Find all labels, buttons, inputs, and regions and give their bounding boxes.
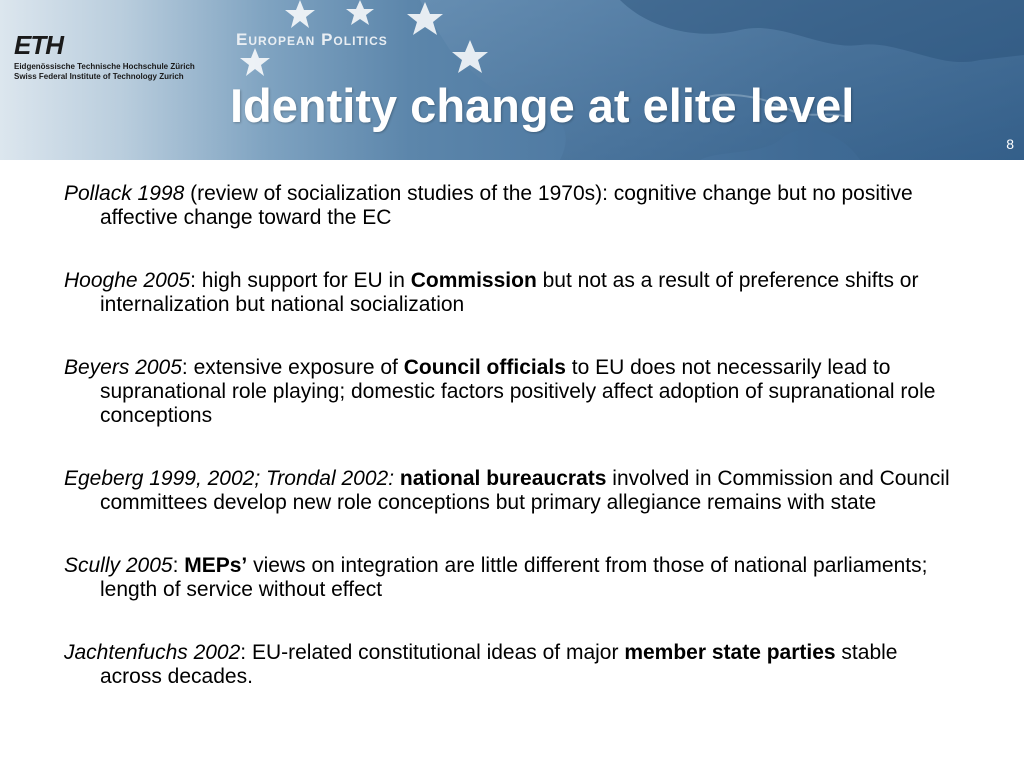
citation: Jachtenfuchs 2002 [64,641,241,664]
paragraph-hooghe: Hooghe 2005: high support for EU in Commission but not as a result of preference shifts or internalization but national socialization [64,269,919,316]
course-title: European Politics [236,30,388,49]
eth-logo: ETH [14,30,63,60]
citation: Egeberg 1999, 2002; Trondal 2002: [64,467,395,490]
paragraph-egeberg-trondal: Egeberg 1999, 2002; Trondal 2002: national bureaucrats involved in Commission and Council committees develop new role conceptions but primary allegiance remains with state [64,467,950,514]
slide-number: 8 [1006,136,1014,152]
citation: Pollack 1998 [64,182,185,205]
institution-name-en: Swiss Federal Institute of Technology Zurich [14,72,184,81]
slide-title: Identity change at elite level [230,79,855,132]
paragraph-jachtenfuchs: Jachtenfuchs 2002: EU-related constitutional ideas of major member state parties stable across decades. [64,641,898,688]
slide-header [0,0,1024,160]
emphasis: member state parties [624,641,836,664]
emphasis: Council officials [403,356,566,379]
paragraph-scully: Scully 2005: MEPs’ views on integration are little different from those of national parliaments; length of service without effect [64,554,928,601]
emphasis: national bureaucrats [399,467,607,490]
institution-name-de: Eidgenössische Technische Hochschule Zürich [14,62,195,71]
citation: Beyers 2005 [64,356,182,379]
emphasis: Commission [410,269,537,292]
eth-logo-block [14,32,195,82]
citation: Hooghe 2005 [64,269,191,292]
paragraph-pollack: Pollack 1998 (review of socialization studies of the 1970s): cognitive change but no positive affective change toward the EC [64,182,913,229]
slide-body [64,182,964,728]
citation: Scully 2005 [64,554,173,577]
emphasis: MEPs’ [184,554,248,577]
paragraph-beyers: Beyers 2005: extensive exposure of Council officials to EU does not necessarily lead to supranational role playing; domestic factors positively affect adoption of supranational role conceptions [64,356,936,427]
